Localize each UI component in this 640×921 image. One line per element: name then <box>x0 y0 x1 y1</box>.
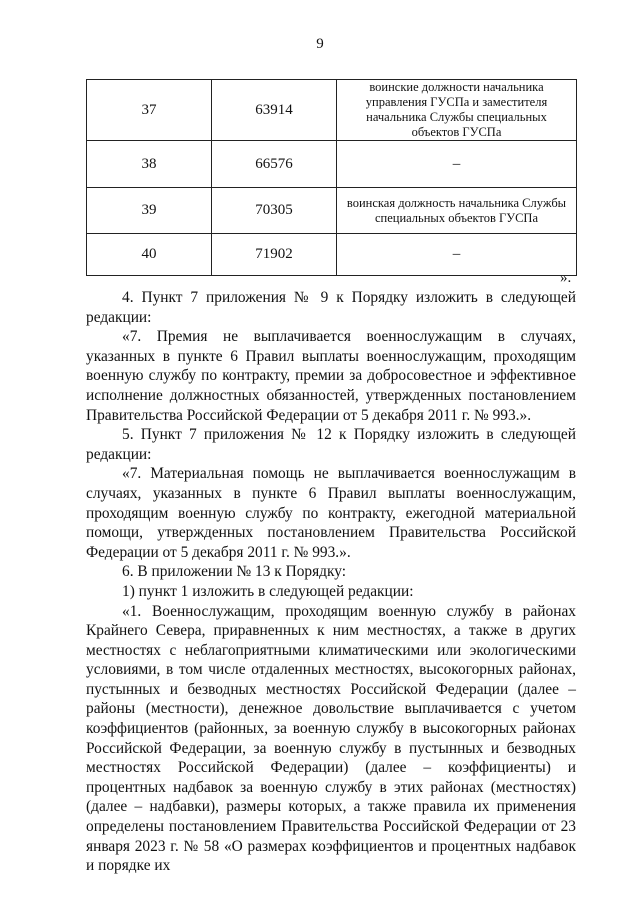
page-number: 9 <box>316 36 324 52</box>
position-code: 70305 <box>212 188 337 234</box>
position-title: воинская должность начальника Службы специальных объектов ГУСПа <box>337 188 577 234</box>
position-code: 66576 <box>212 141 337 188</box>
positions-table <box>86 79 577 276</box>
row-number: 40 <box>87 234 212 276</box>
paragraph: 5. Пункт 7 приложения № 12 к Порядку изложить в следующей редакции: <box>86 426 576 463</box>
row-number: 37 <box>87 80 212 141</box>
table-row <box>87 80 577 141</box>
position-code: 71902 <box>212 234 337 276</box>
position-title: – <box>337 234 577 276</box>
paragraph: 6. В приложении № 13 к Порядку: <box>122 563 347 581</box>
position-code: 63914 <box>212 80 337 141</box>
paragraph: «7. Премия не выплачивается военнослужащим в случаях, указанных в пункте 6 Правил выплаты военнослужащим, проходящим военную службу по контракту, премии за добросовестное и эффективное исполнение должностных обязанностей, утвержденных постановлением Правительства Российской Федерации от 5 декабря 2011 г. № 993.». <box>86 328 576 424</box>
paragraph: «7. Материальная помощь не выплачивается военнослужащим в случаях, указанных в пункте 6 Правил выплаты военнослужащим, проходящим военную службу по контракту, ежегодной материальной помощи, утвержденных постановлением Правительства Российской Федерации от 5 декабря 2011 г. № 993.». <box>86 465 576 561</box>
paragraph: 4. Пункт 7 приложения № 9 к Порядку изложить в следующей редакции: <box>86 289 576 326</box>
paragraph: «1. Военнослужащим, проходящим военную службу в районах Крайнего Севера, приравненных к ним местностях, а также в других местностях с неблагоприятными климатическими или экологическими условиями, в том числе отдаленных местностях, высокогорных районах, пустынных и безводных местностях Российской Федерации (далее – районы (местности), денежное довольствие выплачивается с учетом коэффициентов (районных, за военную службу в высокогорных районах Российской Федерации, за военную службу в пустынных и безводных местностях Российской Федерации) (далее – коэффициенты) и процентных надбавок за военную службу в этих районах (местностях) (далее – надбавки), размеры которых, а также правила их применения определены постановлением Правительства Российской Федерации от 23 января 2023 г. № 58 «О размерах коэффициентов и процентных надбавок и порядке их <box>86 602 576 875</box>
row-number: 39 <box>87 188 212 234</box>
row-number: 38 <box>87 141 212 188</box>
position-title: – <box>337 141 577 188</box>
table-row <box>87 141 577 188</box>
paragraph: 1) пункт 1 изложить в следующей редакции: <box>122 582 414 600</box>
document-body <box>86 288 576 876</box>
position-title: воинские должности начальника управления ГУСПа и заместителя начальника Службы специальных объектов ГУСПа <box>337 80 577 141</box>
table-closing-quote: ». <box>560 270 572 286</box>
table-row <box>87 188 577 234</box>
table-row <box>87 234 577 276</box>
